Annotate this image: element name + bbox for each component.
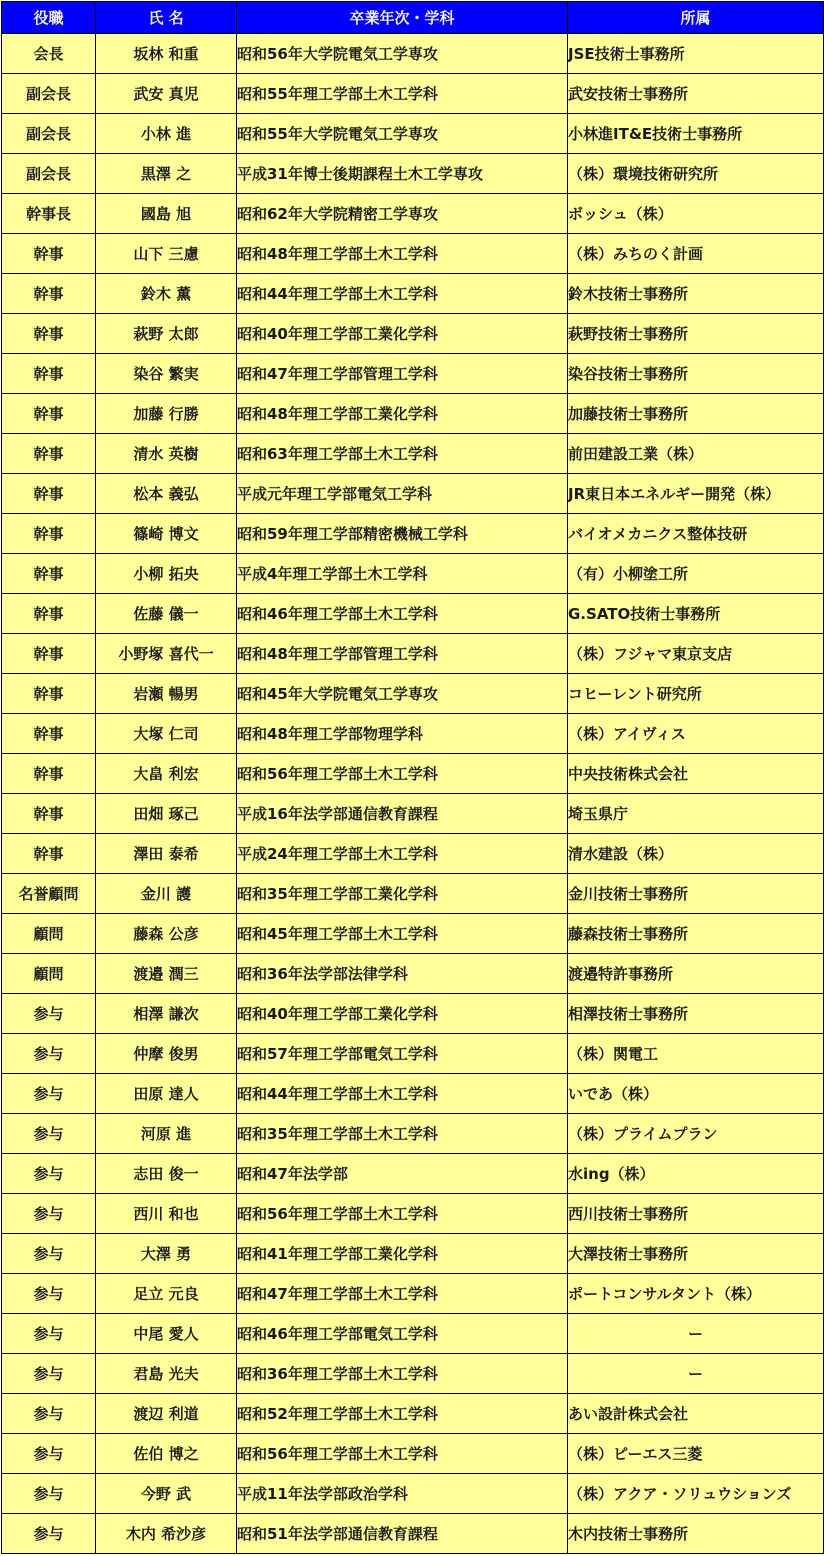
affiliation-cell: 前田建設工業（株） bbox=[568, 434, 824, 474]
affiliation-cell: JR東日本エネルギー開発（株） bbox=[568, 474, 824, 514]
role-cell: 幹事 bbox=[2, 714, 96, 754]
graduation-cell: 昭和46年理工学部土木工学科 bbox=[237, 594, 568, 634]
name-cell: 岩瀬 暢男 bbox=[96, 674, 237, 714]
table-header bbox=[2, 2, 824, 34]
graduation-cell: 昭和47年理工学部土木工学科 bbox=[237, 1274, 568, 1314]
affiliation-cell: JSE技術士事務所 bbox=[568, 34, 824, 74]
affiliation-cell: ボッシュ（株） bbox=[568, 194, 824, 234]
graduation-cell: 昭和56年理工学部土木工学科 bbox=[237, 754, 568, 794]
table-row bbox=[2, 1194, 824, 1234]
affiliation-cell: ー bbox=[568, 1354, 824, 1394]
role-cell: 参与 bbox=[2, 1474, 96, 1514]
affiliation-cell: G.SATO技術士事務所 bbox=[568, 594, 824, 634]
name-cell: 志田 俊一 bbox=[96, 1154, 237, 1194]
role-cell: 参与 bbox=[2, 1114, 96, 1154]
affiliation-cell: バイオメカニクス整体技研 bbox=[568, 514, 824, 554]
graduation-cell: 昭和40年理工学部工業化学科 bbox=[237, 314, 568, 354]
role-cell: 幹事 bbox=[2, 754, 96, 794]
affiliation-cell: 木内技術士事務所 bbox=[568, 1514, 824, 1554]
name-cell: 松本 義弘 bbox=[96, 474, 237, 514]
affiliation-cell: 加藤技術士事務所 bbox=[568, 394, 824, 434]
table-row bbox=[2, 554, 824, 594]
affiliation-cell: （有）小柳塗工所 bbox=[568, 554, 824, 594]
name-cell: 澤田 泰希 bbox=[96, 834, 237, 874]
name-cell: 渡辺 利道 bbox=[96, 1394, 237, 1434]
affiliation-cell: （株）関電工 bbox=[568, 1034, 824, 1074]
graduation-cell: 昭和46年理工学部電気工学科 bbox=[237, 1314, 568, 1354]
table-row bbox=[2, 754, 824, 794]
role-cell: 参与 bbox=[2, 1394, 96, 1434]
table-row bbox=[2, 1314, 824, 1354]
affiliation-cell: いであ（株） bbox=[568, 1074, 824, 1114]
table-row bbox=[2, 1114, 824, 1154]
graduation-cell: 平成4年理工学部土木工学科 bbox=[237, 554, 568, 594]
name-cell: 小野塚 喜代一 bbox=[96, 634, 237, 674]
graduation-cell: 昭和62年大学院精密工学専攻 bbox=[237, 194, 568, 234]
graduation-cell: 昭和35年理工学部工業化学科 bbox=[237, 874, 568, 914]
graduation-cell: 昭和40年理工学部工業化学科 bbox=[237, 994, 568, 1034]
name-cell: 田原 達人 bbox=[96, 1074, 237, 1114]
name-cell: 黒澤 之 bbox=[96, 154, 237, 194]
graduation-cell: 昭和48年理工学部管理工学科 bbox=[237, 634, 568, 674]
affiliation-cell: （株）アイヴィス bbox=[568, 714, 824, 754]
header-graduation: 卒業年次・学科 bbox=[237, 2, 568, 34]
affiliation-cell: 小林進IT&E技術士事務所 bbox=[568, 114, 824, 154]
name-cell: 佐藤 儀一 bbox=[96, 594, 237, 634]
table-row bbox=[2, 514, 824, 554]
role-cell: 幹事 bbox=[2, 834, 96, 874]
name-cell: 大畠 利宏 bbox=[96, 754, 237, 794]
role-cell: 顧問 bbox=[2, 914, 96, 954]
role-cell: 参与 bbox=[2, 994, 96, 1034]
graduation-cell: 平成11年法学部政治学科 bbox=[237, 1474, 568, 1514]
affiliation-cell: 相澤技術士事務所 bbox=[568, 994, 824, 1034]
affiliation-cell: ポートコンサルタント（株） bbox=[568, 1274, 824, 1314]
role-cell: 参与 bbox=[2, 1514, 96, 1554]
graduation-cell: 昭和57年理工学部電気工学科 bbox=[237, 1034, 568, 1074]
header-role: 役職 bbox=[2, 2, 96, 34]
affiliation-cell: （株）フジャマ東京支店 bbox=[568, 634, 824, 674]
role-cell: 幹事 bbox=[2, 394, 96, 434]
graduation-cell: 昭和44年理工学部土木工学科 bbox=[237, 274, 568, 314]
affiliation-cell: コヒーレント研究所 bbox=[568, 674, 824, 714]
table-row bbox=[2, 34, 824, 74]
affiliation-cell: （株）みちのく計画 bbox=[568, 234, 824, 274]
name-cell: 相澤 謙次 bbox=[96, 994, 237, 1034]
graduation-cell: 昭和48年理工学部物理学科 bbox=[237, 714, 568, 754]
table-row bbox=[2, 114, 824, 154]
role-cell: 名誉顧問 bbox=[2, 874, 96, 914]
table-row bbox=[2, 674, 824, 714]
name-cell: 君島 光夫 bbox=[96, 1354, 237, 1394]
table-row bbox=[2, 714, 824, 754]
table-row bbox=[2, 1514, 824, 1554]
name-cell: 小柳 拓央 bbox=[96, 554, 237, 594]
name-cell: 加藤 行勝 bbox=[96, 394, 237, 434]
graduation-cell: 昭和48年理工学部土木工学科 bbox=[237, 234, 568, 274]
table-row bbox=[2, 1154, 824, 1194]
affiliation-cell: 金川技術士事務所 bbox=[568, 874, 824, 914]
role-cell: 幹事 bbox=[2, 274, 96, 314]
role-cell: 幹事 bbox=[2, 234, 96, 274]
table-row bbox=[2, 794, 824, 834]
role-cell: 参与 bbox=[2, 1314, 96, 1354]
role-cell: 参与 bbox=[2, 1434, 96, 1474]
graduation-cell: 昭和44年理工学部土木工学科 bbox=[237, 1074, 568, 1114]
header-name: 氏 名 bbox=[96, 2, 237, 34]
table-row bbox=[2, 1274, 824, 1314]
affiliation-cell: 西川技術士事務所 bbox=[568, 1194, 824, 1234]
name-cell: 山下 三慮 bbox=[96, 234, 237, 274]
graduation-cell: 昭和51年法学部通信教育課程 bbox=[237, 1514, 568, 1554]
table-row bbox=[2, 274, 824, 314]
affiliation-cell: 鈴木技術士事務所 bbox=[568, 274, 824, 314]
role-cell: 参与 bbox=[2, 1074, 96, 1114]
role-cell: 副会長 bbox=[2, 74, 96, 114]
table-row bbox=[2, 834, 824, 874]
name-cell: 渡邉 潤三 bbox=[96, 954, 237, 994]
affiliation-cell: （株）アクア・ソリュウションズ bbox=[568, 1474, 824, 1514]
name-cell: 田畑 琢己 bbox=[96, 794, 237, 834]
role-cell: 顧問 bbox=[2, 954, 96, 994]
role-cell: 幹事 bbox=[2, 634, 96, 674]
name-cell: 篠崎 博文 bbox=[96, 514, 237, 554]
role-cell: 参与 bbox=[2, 1194, 96, 1234]
graduation-cell: 昭和36年理工学部土木工学科 bbox=[237, 1354, 568, 1394]
table-row bbox=[2, 1034, 824, 1074]
name-cell: 萩野 太郎 bbox=[96, 314, 237, 354]
role-cell: 副会長 bbox=[2, 114, 96, 154]
role-cell: 参与 bbox=[2, 1034, 96, 1074]
graduation-cell: 平成31年博士後期課程土木工学専攻 bbox=[237, 154, 568, 194]
table-row bbox=[2, 394, 824, 434]
table-row bbox=[2, 994, 824, 1034]
role-cell: 幹事 bbox=[2, 314, 96, 354]
graduation-cell: 平成元年理工学部電気工学科 bbox=[237, 474, 568, 514]
name-cell: 足立 元良 bbox=[96, 1274, 237, 1314]
affiliation-cell: （株）ピーエス三菱 bbox=[568, 1434, 824, 1474]
name-cell: 佐伯 博之 bbox=[96, 1434, 237, 1474]
affiliation-cell: 水ing（株） bbox=[568, 1154, 824, 1194]
affiliation-cell: （株）プライムプラン bbox=[568, 1114, 824, 1154]
affiliation-cell: 渡邉特許事務所 bbox=[568, 954, 824, 994]
table-row bbox=[2, 74, 824, 114]
name-cell: 大塚 仁司 bbox=[96, 714, 237, 754]
graduation-cell: 昭和35年理工学部土木工学科 bbox=[237, 1114, 568, 1154]
role-cell: 幹事長 bbox=[2, 194, 96, 234]
role-cell: 幹事 bbox=[2, 594, 96, 634]
graduation-cell: 昭和45年大学院電気工学専攻 bbox=[237, 674, 568, 714]
table-row bbox=[2, 1434, 824, 1474]
name-cell: 今野 武 bbox=[96, 1474, 237, 1514]
name-cell: 大澤 勇 bbox=[96, 1234, 237, 1274]
table-row bbox=[2, 954, 824, 994]
graduation-cell: 昭和56年理工学部土木工学科 bbox=[237, 1194, 568, 1234]
table-row bbox=[2, 874, 824, 914]
table-row bbox=[2, 594, 824, 634]
name-cell: 坂林 和重 bbox=[96, 34, 237, 74]
graduation-cell: 昭和36年法学部法律学科 bbox=[237, 954, 568, 994]
graduation-cell: 昭和41年理工学部工業化学科 bbox=[237, 1234, 568, 1274]
header-row bbox=[2, 2, 824, 34]
table-row bbox=[2, 154, 824, 194]
officer-roster-table bbox=[1, 1, 824, 1554]
name-cell: 藤森 公彦 bbox=[96, 914, 237, 954]
role-cell: 幹事 bbox=[2, 674, 96, 714]
graduation-cell: 平成24年理工学部土木工学科 bbox=[237, 834, 568, 874]
name-cell: 武安 真児 bbox=[96, 74, 237, 114]
affiliation-cell: 清水建設（株） bbox=[568, 834, 824, 874]
table-row bbox=[2, 634, 824, 674]
table-row bbox=[2, 1474, 824, 1514]
name-cell: 國島 旭 bbox=[96, 194, 237, 234]
affiliation-cell: ー bbox=[568, 1314, 824, 1354]
affiliation-cell: 中央技術株式会社 bbox=[568, 754, 824, 794]
affiliation-cell: 武安技術士事務所 bbox=[568, 74, 824, 114]
affiliation-cell: （株）環境技術研究所 bbox=[568, 154, 824, 194]
role-cell: 幹事 bbox=[2, 514, 96, 554]
name-cell: 鈴木 薫 bbox=[96, 274, 237, 314]
graduation-cell: 昭和52年理工学部土木工学科 bbox=[237, 1394, 568, 1434]
role-cell: 幹事 bbox=[2, 354, 96, 394]
name-cell: 中尾 愛人 bbox=[96, 1314, 237, 1354]
graduation-cell: 平成16年法学部通信教育課程 bbox=[237, 794, 568, 834]
graduation-cell: 昭和45年理工学部土木工学科 bbox=[237, 914, 568, 954]
role-cell: 会長 bbox=[2, 34, 96, 74]
affiliation-cell: あい設計株式会社 bbox=[568, 1394, 824, 1434]
name-cell: 清水 英樹 bbox=[96, 434, 237, 474]
graduation-cell: 昭和47年法学部 bbox=[237, 1154, 568, 1194]
table-row bbox=[2, 434, 824, 474]
role-cell: 副会長 bbox=[2, 154, 96, 194]
affiliation-cell: 埼玉県庁 bbox=[568, 794, 824, 834]
table-row bbox=[2, 354, 824, 394]
name-cell: 染谷 繁実 bbox=[96, 354, 237, 394]
graduation-cell: 昭和63年理工学部土木工学科 bbox=[237, 434, 568, 474]
role-cell: 参与 bbox=[2, 1354, 96, 1394]
role-cell: 幹事 bbox=[2, 474, 96, 514]
table-row bbox=[2, 1234, 824, 1274]
table-body bbox=[2, 34, 824, 1554]
graduation-cell: 昭和59年理工学部精密機械工学科 bbox=[237, 514, 568, 554]
affiliation-cell: 大澤技術士事務所 bbox=[568, 1234, 824, 1274]
name-cell: 木内 希沙彦 bbox=[96, 1514, 237, 1554]
name-cell: 仲摩 俊男 bbox=[96, 1034, 237, 1074]
table-row bbox=[2, 914, 824, 954]
table-row bbox=[2, 234, 824, 274]
table-row bbox=[2, 1394, 824, 1434]
role-cell: 参与 bbox=[2, 1234, 96, 1274]
graduation-cell: 昭和48年理工学部工業化学科 bbox=[237, 394, 568, 434]
role-cell: 幹事 bbox=[2, 794, 96, 834]
graduation-cell: 昭和55年大学院電気工学専攻 bbox=[237, 114, 568, 154]
name-cell: 小林 進 bbox=[96, 114, 237, 154]
header-affiliation: 所属 bbox=[568, 2, 824, 34]
name-cell: 西川 和也 bbox=[96, 1194, 237, 1234]
table-row bbox=[2, 1354, 824, 1394]
name-cell: 金川 護 bbox=[96, 874, 237, 914]
table-row bbox=[2, 474, 824, 514]
table-row bbox=[2, 314, 824, 354]
role-cell: 幹事 bbox=[2, 554, 96, 594]
graduation-cell: 昭和55年理工学部土木工学科 bbox=[237, 74, 568, 114]
affiliation-cell: 染谷技術士事務所 bbox=[568, 354, 824, 394]
name-cell: 河原 進 bbox=[96, 1114, 237, 1154]
graduation-cell: 昭和56年大学院電気工学専攻 bbox=[237, 34, 568, 74]
table-row bbox=[2, 194, 824, 234]
role-cell: 幹事 bbox=[2, 434, 96, 474]
table-row bbox=[2, 1074, 824, 1114]
role-cell: 参与 bbox=[2, 1154, 96, 1194]
graduation-cell: 昭和47年理工学部管理工学科 bbox=[237, 354, 568, 394]
affiliation-cell: 萩野技術士事務所 bbox=[568, 314, 824, 354]
role-cell: 参与 bbox=[2, 1274, 96, 1314]
graduation-cell: 昭和56年理工学部土木工学科 bbox=[237, 1434, 568, 1474]
affiliation-cell: 藤森技術士事務所 bbox=[568, 914, 824, 954]
